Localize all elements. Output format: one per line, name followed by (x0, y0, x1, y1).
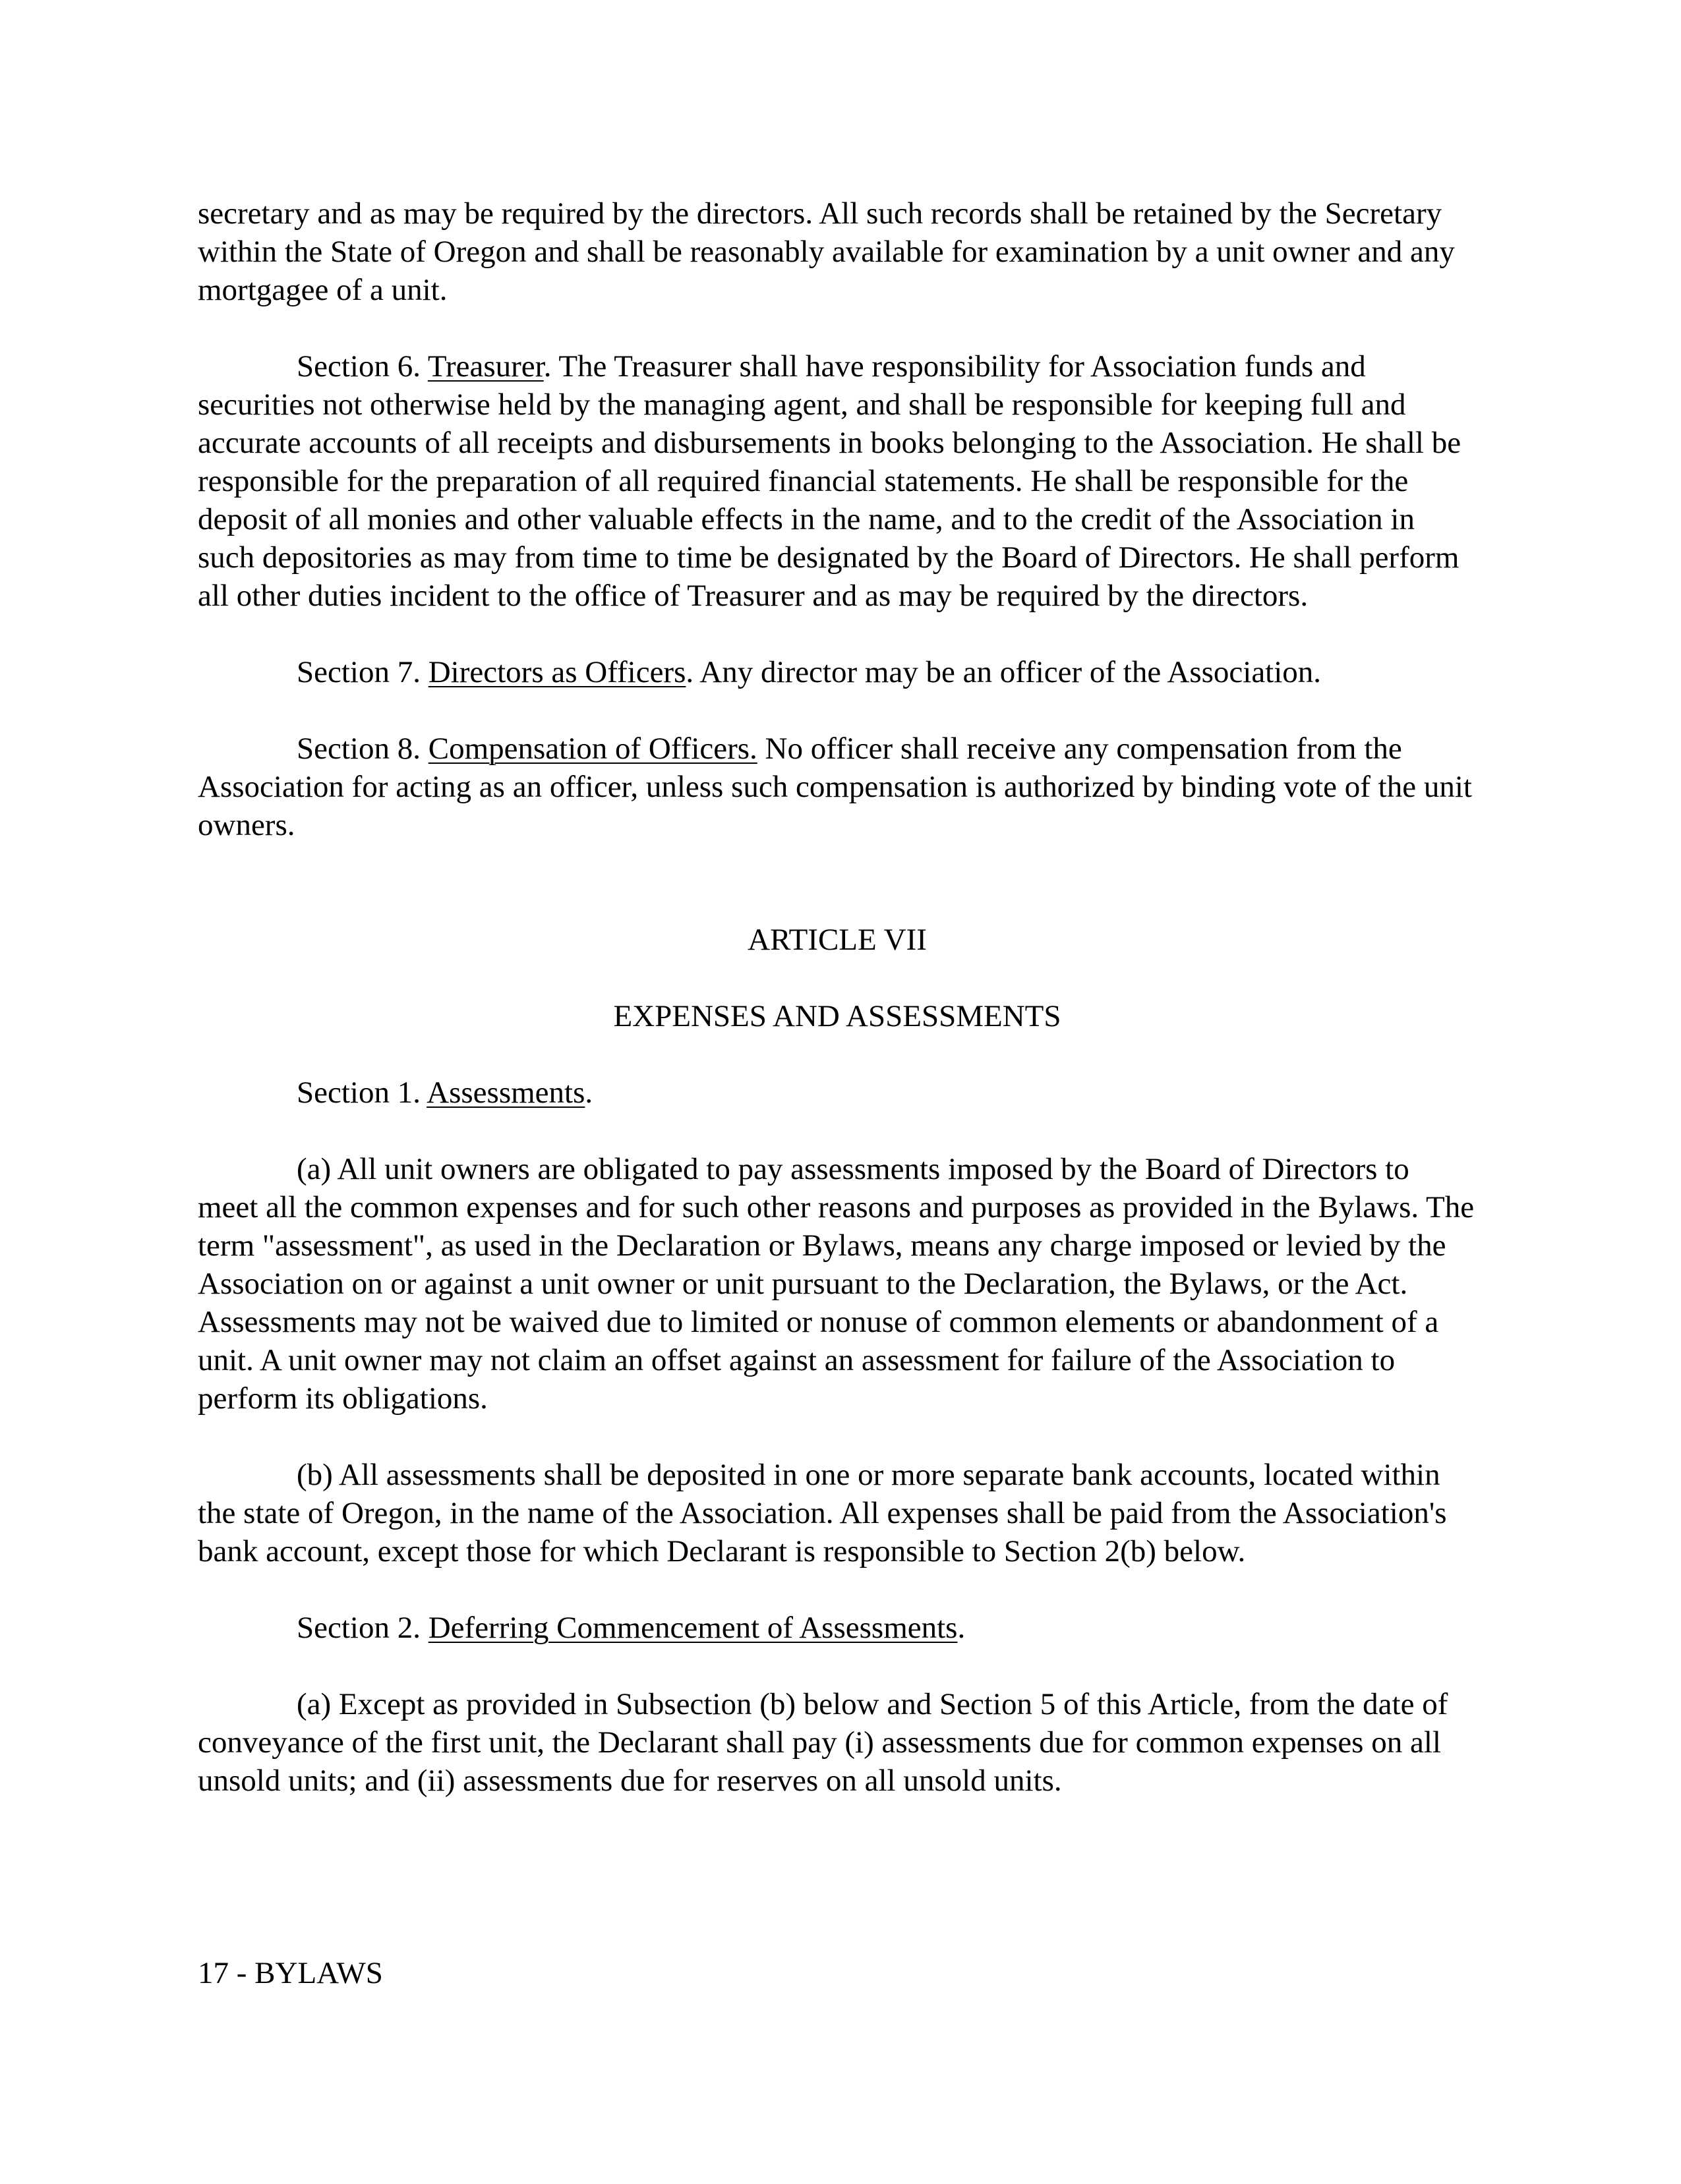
page-footer: 17 - BYLAWS (198, 1956, 383, 1990)
section-7-punct: . (686, 655, 694, 689)
section-7-directors-as-officers (198, 653, 1477, 691)
section-7-label: Section 7. (297, 655, 428, 689)
section-1-paragraph-a: (a) All unit owners are obligated to pay assessments imposed by the Board of Directors to meet all the common expenses and for such other reasons and purposes as provided in the Bylaws. The term "assessment", as used in the Declaration or Bylaws, means any charge imposed or levied by the Association on or against a unit owner or unit pursuant to the Declaration, the Bylaws, or the Act. Assessments may not be waived due to limited or nonuse of common elements or abandonment of a unit. A unit owner may not claim an offset against an assessment for failure of the Association to perform its obligations. (198, 1152, 1475, 1416)
section-2-punct: . (957, 1611, 966, 1645)
section-1-punct: . (585, 1076, 593, 1110)
section-8-body: No officer shall receive any compensation from the Association for acting as an officer, unless such compensation is authorized by binding vote of the unit owners. (198, 732, 1472, 842)
section-8-compensation (198, 730, 1477, 844)
section-2-deferring (198, 1609, 1477, 1647)
section-2-label: Section 2. (297, 1611, 428, 1645)
section-1-label: Section 1. (297, 1076, 427, 1110)
article-vii-title: ARTICLE VII (748, 923, 927, 957)
section-6-treasurer (198, 347, 1477, 615)
section-8-heading: Compensation of Officers. (428, 732, 757, 766)
section-6-label: Section 6. (297, 349, 428, 384)
section-6-punct: . (543, 349, 552, 384)
section-1-heading: Assessments (427, 1076, 585, 1110)
section-7-body: Any director may be an officer of the Association. (693, 655, 1322, 689)
section-1-paragraph-b: (b) All assessments shall be deposited in one or more separate bank accounts, located within the state of Oregon, in the name of the Association. All expenses shall be paid from the Association's bank account, except those for which Declarant is responsible to Section 2(b) below. (198, 1458, 1447, 1568)
article-vii-subtitle: EXPENSES AND ASSESSMENTS (613, 999, 1061, 1033)
section-2-paragraph-a: (a) Except as provided in Subsection (b) below and Section 5 of this Article, from the date of conveyance of the first unit, the Declarant shall pay (i) assessments due for common expenses on all unsold units; and (ii) assessments due for reserves on all unsold units. (198, 1687, 1448, 1798)
document-page (198, 194, 1477, 1838)
section-6-body: The Treasurer shall have responsibility for Association funds and securities not otherwise held by the managing agent, and shall be responsible for keeping full and accurate accounts of all receipts and disbursements in books belonging to the Association. He shall be responsible for the preparation of all required financial statements. He shall be responsible for the deposit of all monies and other valuable effects in the name, and to the credit of the Association in such depositories as may from time to time be designated by the Board of Directors. He shall perform all other duties incident to the office of Treasurer and as may be required by the directors. (198, 349, 1461, 613)
section-2-heading: Deferring Commencement of Assessments (428, 1611, 958, 1645)
section-1-assessments (198, 1074, 1477, 1112)
section-8-label: Section 8. (297, 732, 428, 766)
section-7-heading: Directors as Officers (428, 655, 686, 689)
section-6-heading: Treasurer (427, 349, 544, 384)
continuation-paragraph: secretary and as may be required by the directors. All such records shall be retained by the Secretary within the State of Oregon and shall be reasonably available for examination by a unit owner and any mortgagee of a unit. (198, 196, 1455, 307)
